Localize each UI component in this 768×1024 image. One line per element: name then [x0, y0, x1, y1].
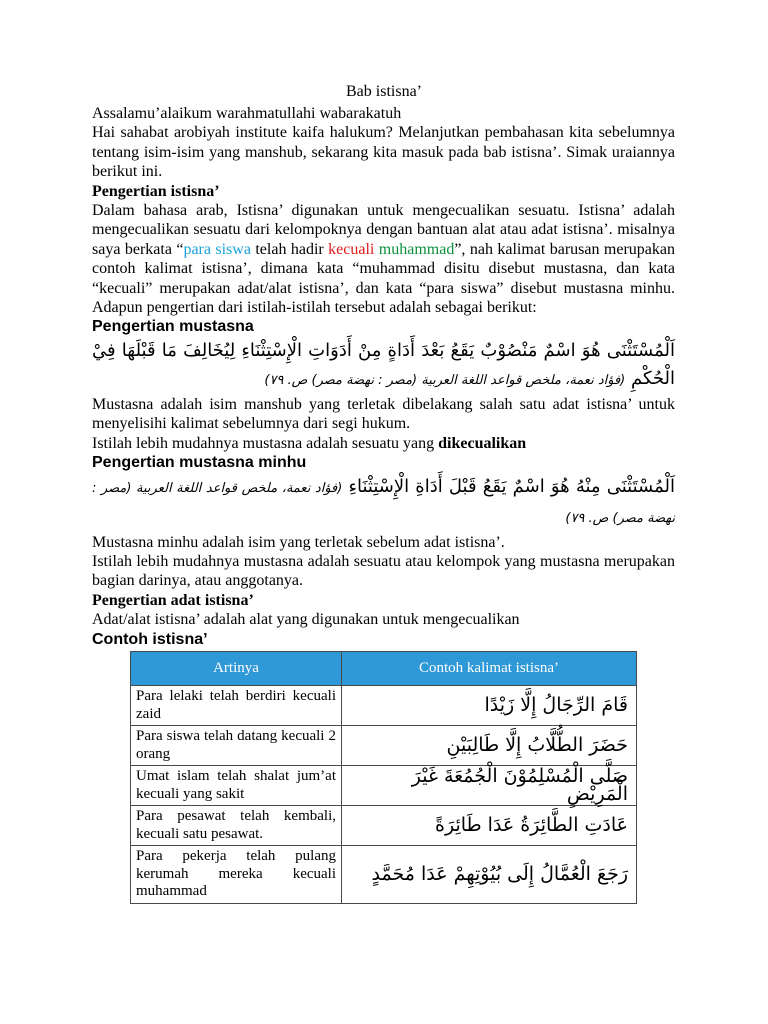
arabic-example-cell: حَضَرَ الطُّلَّابُ إِلَّا طَالِبَيْنِ	[342, 726, 637, 766]
minhu-arabic-citation: (فؤاد نعمة، ملخص قواعد اللغة العربية (مصر : نهضة مصر) ص. ٧٩)	[92, 480, 675, 526]
column-header-contoh: Contoh kalimat istisna’	[342, 652, 637, 686]
adat-description: Adat/alat istisna’ adalah alat yang digunakan untuk mengecualikan	[92, 611, 520, 629]
minhu-simple: Istilah lebih mudahnya mustasna adalah sesuatu atau kelompok yang mustasna merupakan bagian darinya, atau anggotanya.	[92, 552, 675, 590]
istisna-text-after: ”, nah kalimat barusan merupakan contoh kalimat istisna’, dimana kata “muhammad disitu disebut mustasna, dan kata “kecuali” merupakan adat/alat istisna’, dan kata “para siswa” disebut mustasna minhu. Adapun pengertian dari istilah-istilah tersebut adalah sebagai berikut:	[92, 240, 676, 317]
table-row	[131, 806, 637, 846]
column-header-artinya: Artinya	[131, 652, 342, 686]
heading-adat-istisna: Pengertian adat istisna’	[92, 591, 254, 609]
mustasna-simple	[92, 434, 675, 453]
quote-middle: telah hadir	[250, 240, 329, 258]
minhu-description: Mustasna minhu adalah isim yang terletak sebelum adat istisna’.	[92, 533, 505, 551]
mustasna-simple-text: Istilah lebih mudahnya mustasna adalah sesuatu yang	[92, 434, 439, 452]
quote-muhammad: muhammad	[378, 240, 455, 258]
translation-cell: Umat islam telah shalat jum’at kecuali yang sakit	[131, 766, 342, 806]
quote-kecuali: kecuali	[328, 240, 375, 258]
table-row	[131, 686, 637, 726]
examples-table	[130, 651, 637, 904]
translation-cell: Para siswa telah datang kecuali 2 orang	[131, 726, 342, 766]
document-body	[92, 104, 675, 649]
minhu-arabic-text: اَلْمُسْتَثْنَى مِنْهُ هُوَ اسْمٌ يَقَعُ قَبْلَ أَدَاةِ الْإِسْتِثْنَاءِ	[348, 475, 675, 497]
arabic-example-cell: قَامَ الرِّجَالُ إِلَّا زَيْدًا	[342, 686, 637, 726]
quote-para-siswa: para siswa	[183, 240, 251, 258]
table-row	[131, 846, 637, 904]
translation-cell: Para pekerja telah pulang kerumah mereka kecuali muhammad	[131, 846, 342, 904]
arabic-example-cell: صَلَّى الْمُسْلِمُوْنَ الْجُمُعَةَ غَيْرَ الْمَرِيْضِ	[342, 766, 637, 806]
heading-mustasna-minhu: Pengertian mustasna minhu	[92, 454, 307, 472]
translation-cell: Para lelaki telah berdiri kecuali zaid	[131, 686, 342, 726]
document-title: Bab istisna’	[346, 83, 422, 100]
greeting: Assalamu’alaikum warahmatullahi wabarakatuh	[92, 105, 402, 122]
mustasna-arabic-citation: (فؤاد نعمة، ملخص قواعد اللغة العربية (مصر : نهضة مصر) ص. ٧٩)	[264, 372, 626, 388]
istisna-paragraph	[92, 201, 675, 317]
mustasna-description: Mustasna adalah isim manshub yang terletak dibelakang salah satu adat istisna’ untuk menyelisihi kalimat sebelumnya dari segi hukum.	[92, 395, 675, 433]
heading-istisna: Pengertian istisna’	[92, 182, 220, 200]
mustasna-arabic-text: اَلْمُسْتَثْنَى هُوَ اسْمٌ مَنْصُوْبٌ يَقَعُ بَعْدَ أَدَاةٍ مِنْ أَدَوَاتِ الْإِسْتِثْنَاءِ لِيُخَالِفَ مَا قَبْلَهَا فِيْ الْحُكْمِ	[92, 339, 675, 389]
table-header-row	[131, 652, 637, 686]
arabic-example-cell: عَادَتِ الطَّائِرَةُ عَدَا طَائِرَةً	[342, 806, 637, 846]
arabic-example-cell: رَجَعَ الْعُمَّالُ إِلَى بُيُوْتِهِمْ عَدَا مُحَمَّدٍ	[342, 846, 637, 904]
istisna-text-before: Dalam bahasa arab, Istisna’ digunakan untuk mengecualikan sesuatu. Istisna’ adalah mengecualikan sesuatu dari kelompoknya dengan bantuan alat atau adat istisna’. misalnya saya berkata “	[92, 202, 675, 258]
table-row	[131, 766, 637, 806]
mustasna-arabic-definition	[92, 337, 675, 395]
table-row	[131, 726, 637, 766]
heading-contoh: Contoh istisna’	[92, 630, 208, 648]
heading-mustasna: Pengertian mustasna	[92, 318, 254, 336]
minhu-arabic-definition	[92, 473, 675, 533]
translation-cell: Para pesawat telah kembali, kecuali satu pesawat.	[131, 806, 342, 846]
intro-paragraph: Hai sahabat arobiyah institute kaifa halukum? Melanjutkan pembahasan kita sebelumnya tentang isim-isim yang manshub, sekarang kita masuk pada bab istisna’. Simak uraiannya berikut ini.	[92, 124, 675, 181]
mustasna-simple-bold: dikecualikan	[438, 434, 527, 452]
